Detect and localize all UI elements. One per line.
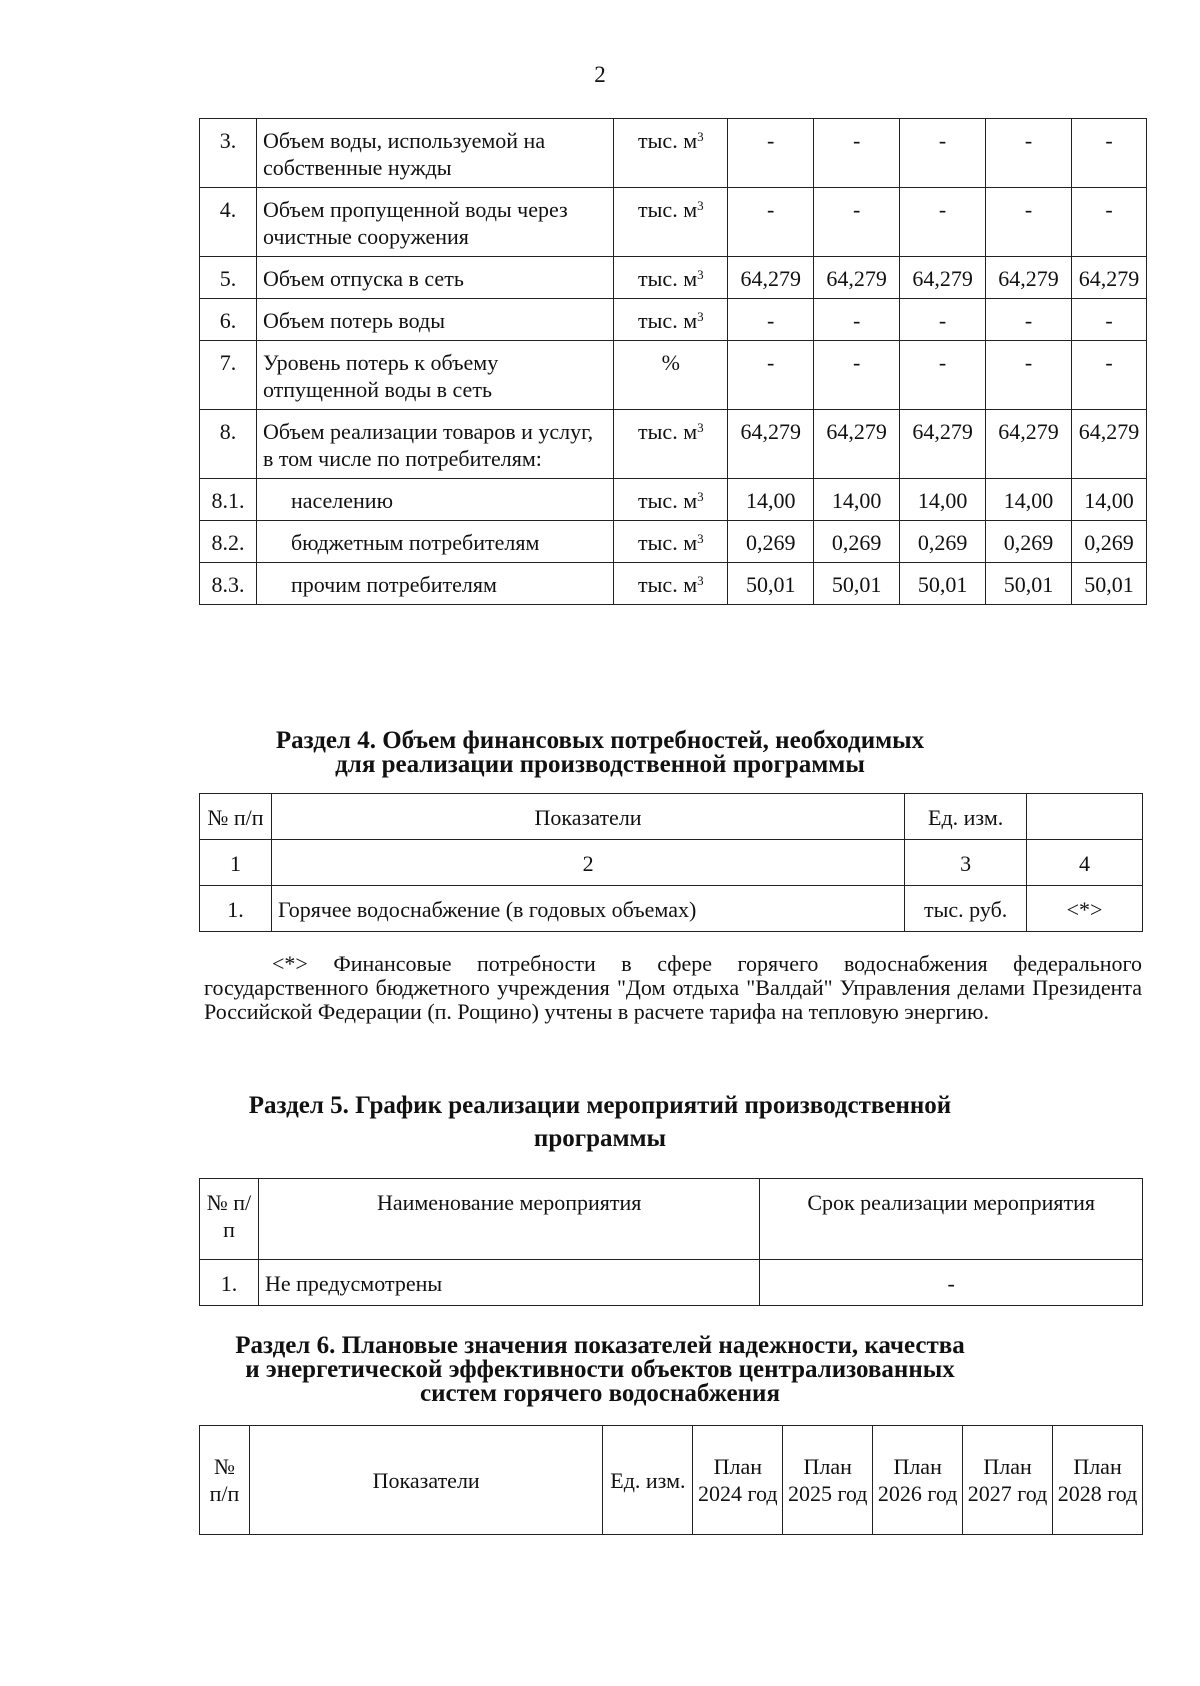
row-number: 6.: [200, 299, 257, 341]
finance-colnum: 4: [1027, 840, 1143, 886]
indicators-header-unit: Ед. изм.: [603, 1426, 693, 1535]
row-value: 50,01: [1072, 563, 1147, 605]
indicators-header-num: № п/п: [200, 1426, 250, 1535]
row-unit: [614, 299, 728, 341]
page-number: 2: [594, 62, 606, 87]
table-row: [200, 479, 1147, 521]
row-value: -: [900, 299, 986, 341]
finance-header-num: № п/п: [200, 794, 272, 840]
row-indicator-name: прочим потребителям: [256, 563, 613, 605]
row-value: -: [986, 119, 1072, 188]
row-value: 14,00: [1072, 479, 1147, 521]
row-indicator-name: Объем пропущенной воды через очистные сооружения: [256, 188, 613, 257]
row-unit-superscript: 3: [697, 267, 704, 282]
finance-colnum: 2: [271, 840, 904, 886]
row-value: -: [814, 341, 900, 410]
indicators-header-plan-2026: План 2026 год: [873, 1426, 963, 1535]
row-value: 64,279: [900, 410, 986, 479]
row-unit: [614, 257, 728, 299]
row-value: -: [986, 299, 1072, 341]
row-value: 64,279: [814, 410, 900, 479]
section5-title-line1: Раздел 5. График реализации мероприятий производственной: [248, 1092, 952, 1119]
row-unit-text: тыс. м: [638, 419, 698, 444]
row-value: 0,269: [900, 521, 986, 563]
row-unit-superscript: 3: [697, 309, 704, 324]
section4-title-line1: Раздел 4. Объем финансовых потребностей, необходимых: [275, 727, 925, 754]
row-value: 50,01: [986, 563, 1072, 605]
row-value: 64,279: [728, 410, 814, 479]
row-unit: [614, 479, 728, 521]
indicators-header-plan-2027: План 2027 год: [963, 1426, 1053, 1535]
finance-header-indicators: Показатели: [271, 794, 904, 840]
row-value: -: [814, 119, 900, 188]
row-value: 14,00: [900, 479, 986, 521]
row-unit-text: тыс. м: [638, 197, 698, 222]
row-number: 7.: [200, 341, 257, 410]
section6-title-line1: Раздел 6. Плановые значения показателей надежности, качества: [235, 1332, 965, 1359]
row-value: 64,279: [728, 257, 814, 299]
row-value: -: [1072, 188, 1147, 257]
schedule-header-row: [200, 1179, 1143, 1260]
row-value: -: [814, 188, 900, 257]
row-number: 3.: [200, 119, 257, 188]
table-row: [200, 563, 1147, 605]
row-value: -: [728, 341, 814, 410]
schedule-data-row: [200, 1260, 1143, 1306]
water-volume-table: [199, 118, 1147, 605]
row-number: 4.: [200, 188, 257, 257]
row-value: 0,269: [1072, 521, 1147, 563]
row-value: 64,279: [1072, 410, 1147, 479]
finance-table: [199, 793, 1143, 932]
row-unit-superscript: 3: [697, 420, 704, 435]
row-value: -: [900, 341, 986, 410]
finance-row-value: <*>: [1027, 886, 1143, 932]
finance-header-row: [200, 794, 1143, 840]
row-value: 64,279: [986, 257, 1072, 299]
row-value: -: [728, 299, 814, 341]
row-value: -: [900, 188, 986, 257]
row-number: 8.2.: [200, 521, 257, 563]
row-value: 0,269: [814, 521, 900, 563]
indicators-header-row: [200, 1426, 1143, 1535]
schedule-row-name: Не предусмотрены: [258, 1260, 759, 1306]
row-value: -: [728, 188, 814, 257]
row-unit-superscript: 3: [697, 129, 704, 144]
row-indicator-name: Объем воды, используемой на собственные нужды: [256, 119, 613, 188]
row-unit: [614, 563, 728, 605]
row-unit-text: тыс. м: [638, 572, 698, 597]
row-value: 0,269: [728, 521, 814, 563]
row-value: -: [986, 188, 1072, 257]
row-value: 64,279: [1072, 257, 1147, 299]
table-row: [200, 521, 1147, 563]
indicators-header-plan-2025: План 2025 год: [783, 1426, 873, 1535]
row-unit-superscript: 3: [697, 198, 704, 213]
section6-title-line3: систем горячего водоснабжения: [420, 1380, 780, 1407]
row-value: 0,269: [986, 521, 1072, 563]
row-value: 14,00: [986, 479, 1072, 521]
row-indicator-name: Объем реализации товаров и услуг, в том числе по потребителям:: [256, 410, 613, 479]
row-unit: [614, 521, 728, 563]
row-unit-superscript: 3: [697, 573, 704, 588]
row-value: -: [900, 119, 986, 188]
row-unit: [614, 119, 728, 188]
row-value: -: [1072, 119, 1147, 188]
schedule-row-num: 1.: [200, 1260, 259, 1306]
finance-footnote: <*> Финансовые потребности в сфере горячего водоснабжения федерального государственного бюджетного учреждения "Дом отдыха "Валдай" Управления делами Президента Российской Федерации (п. Рощино) учтены в расчете тарифа на тепловую энергию.: [204, 951, 1142, 1024]
finance-header-value: [1027, 794, 1143, 840]
row-unit-text: тыс. м: [638, 128, 698, 153]
row-value: 50,01: [814, 563, 900, 605]
row-unit: [614, 410, 728, 479]
schedule-row-term: -: [760, 1260, 1143, 1306]
section5-title-line2: программы: [533, 1125, 667, 1152]
row-unit-superscript: 3: [697, 531, 704, 546]
section4-title-line2: для реализации производственной программы: [335, 751, 865, 778]
row-value: 64,279: [900, 257, 986, 299]
row-unit-superscript: 3: [697, 489, 704, 504]
row-value: 64,279: [814, 257, 900, 299]
row-value: -: [986, 341, 1072, 410]
finance-colnum: 1: [200, 840, 272, 886]
finance-data-row: [200, 886, 1143, 932]
row-value: -: [728, 119, 814, 188]
table-row: [200, 410, 1147, 479]
schedule-header-term: Срок реализации мероприятия: [760, 1179, 1143, 1260]
row-value: 50,01: [900, 563, 986, 605]
row-unit-text: %: [661, 350, 680, 375]
water-volume-table-body: [200, 119, 1147, 605]
row-indicator-name: Уровень потерь к объему отпущенной воды в сеть: [256, 341, 613, 410]
row-unit-text: тыс. м: [638, 488, 698, 513]
row-indicator-name: бюджетным потребителям: [256, 521, 613, 563]
table-row: [200, 299, 1147, 341]
row-value: 64,279: [986, 410, 1072, 479]
indicators-table: [199, 1425, 1143, 1535]
row-unit: [614, 341, 728, 410]
row-value: 14,00: [814, 479, 900, 521]
row-number: 8.1.: [200, 479, 257, 521]
section6-title-line2: и энергетической эффективности объектов централизованных: [245, 1356, 955, 1383]
table-row: [200, 188, 1147, 257]
table-row: [200, 119, 1147, 188]
finance-row-name: Горячее водоснабжение (в годовых объемах): [271, 886, 904, 932]
row-number: 5.: [200, 257, 257, 299]
row-unit-text: тыс. м: [638, 308, 698, 333]
row-value: -: [1072, 299, 1147, 341]
finance-colnum: 3: [905, 840, 1027, 886]
row-value: 14,00: [728, 479, 814, 521]
finance-row-unit: тыс. руб.: [905, 886, 1027, 932]
row-value: -: [1072, 341, 1147, 410]
row-indicator-name: Объем потерь воды: [256, 299, 613, 341]
indicators-header-name: Показатели: [249, 1426, 602, 1535]
schedule-header-num: № п/п: [200, 1179, 259, 1260]
row-indicator-name: населению: [256, 479, 613, 521]
finance-colnum-row: [200, 840, 1143, 886]
row-number: 8.3.: [200, 563, 257, 605]
finance-header-unit: Ед. изм.: [905, 794, 1027, 840]
row-unit-text: тыс. м: [638, 530, 698, 555]
finance-row-num: 1.: [200, 886, 272, 932]
row-unit-text: тыс. м: [638, 266, 698, 291]
row-unit: [614, 188, 728, 257]
row-value: 50,01: [728, 563, 814, 605]
row-number: 8.: [200, 410, 257, 479]
indicators-header-plan-2028: План 2028 год: [1053, 1426, 1143, 1535]
schedule-header-name: Наименование мероприятия: [258, 1179, 759, 1260]
table-row: [200, 341, 1147, 410]
row-value: -: [814, 299, 900, 341]
schedule-table: [199, 1178, 1143, 1306]
row-indicator-name: Объем отпуска в сеть: [256, 257, 613, 299]
table-row: [200, 257, 1147, 299]
indicators-header-plan-2024: План 2024 год: [693, 1426, 783, 1535]
